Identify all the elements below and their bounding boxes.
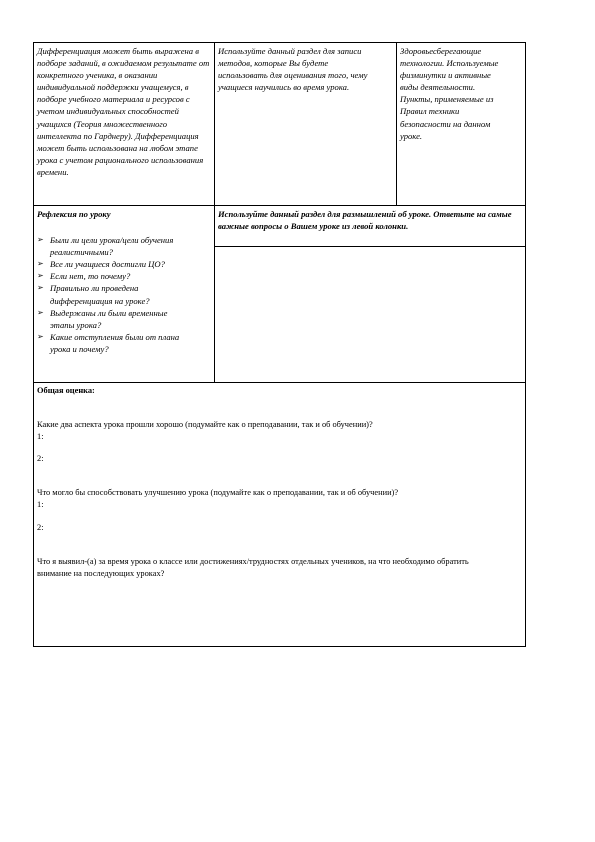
list-item: ➢ Выдержаны ли были временные этапы урока? xyxy=(37,307,168,330)
arrow-bullet-icon: ➢ xyxy=(37,271,44,281)
answer-1-1[interactable]: 1: xyxy=(37,432,44,442)
assessment-cell xyxy=(215,43,397,206)
arrow-bullet-icon: ➢ xyxy=(37,235,44,245)
question-1: Какие два аспекта урока прошли хорошо (подумайте как о преподавании, так и об обучении)? xyxy=(37,420,373,430)
answer-2-2[interactable]: 2: xyxy=(37,522,44,532)
reflection-questions-cell xyxy=(34,206,215,383)
differentiation-text: Дифференциация может быть выражена в подборе заданий, в ожидаемом результате от конкретного ученика, в оказании индивидуальной поддержки учащемуся, в подборе учебного материала и ресурсов с учетом индивидуальных способностей учащихся (Теория множественного интеллекта по Гарднеру). Дифференциация может быть использована на любом этапе урока с учетом рационального использования времени. xyxy=(37,46,210,177)
differentiation-row xyxy=(34,43,526,206)
list-item: ➢ Все ли учащиеся достигли ЦО? xyxy=(37,259,165,270)
arrow-bullet-icon: ➢ xyxy=(37,259,44,269)
list-item: ➢ Если нет, то почему? xyxy=(37,271,131,282)
overall-title: Общая оценка: xyxy=(37,386,95,395)
answer-2-1[interactable]: 1: xyxy=(37,500,44,510)
health-safety-cell xyxy=(397,43,526,206)
overall-cell xyxy=(34,383,526,647)
list-item: ➢ Были ли цели урока/цели обучения реалистичными? xyxy=(37,235,174,258)
differentiation-cell xyxy=(34,43,215,206)
reflection-prompt: Используйте данный раздел для размышлений об уроке. Ответьте на самые важные вопросы о Вашем уроке из левой колонки. xyxy=(215,206,525,247)
health-safety-text: Здоровьесберегающие технологии. Используемые физминутки и активные виды деятельности. Пункты, применяемые из Правил техники безопасности на данном уроке. xyxy=(400,46,499,141)
lesson-plan-table xyxy=(33,42,526,647)
reflection-title: Рефлексия по уроку xyxy=(37,209,111,219)
reflection-row xyxy=(34,206,526,383)
arrow-bullet-icon: ➢ xyxy=(37,283,44,293)
question-2: Что могло бы способствовать улучшению урока (подумайте как о преподавании, так и об обучении)? xyxy=(37,488,399,498)
list-item: ➢ Правильно ли проведена дифференциация на уроке? xyxy=(37,283,150,306)
arrow-bullet-icon: ➢ xyxy=(37,331,44,341)
reflection-list xyxy=(37,234,211,355)
reflection-answer-cell xyxy=(215,206,526,383)
question-3: Что я выявил-(а) за время урока о классе или достижениях/трудностях отдельных учеников, на что необходимо обратить внимание на последующих уроках? xyxy=(37,556,469,578)
assessment-text: Используйте данный раздел для записи методов, которые Вы будете использовать для оценивания того, чему учащиеся научились во время урока. xyxy=(218,46,368,93)
arrow-bullet-icon: ➢ xyxy=(37,307,44,317)
overall-row xyxy=(34,383,526,647)
list-item: ➢ Какие отступления были от плана урока и почему? xyxy=(37,331,180,354)
answer-1-2[interactable]: 2: xyxy=(37,454,44,464)
reflection-answer-area[interactable] xyxy=(215,247,525,382)
